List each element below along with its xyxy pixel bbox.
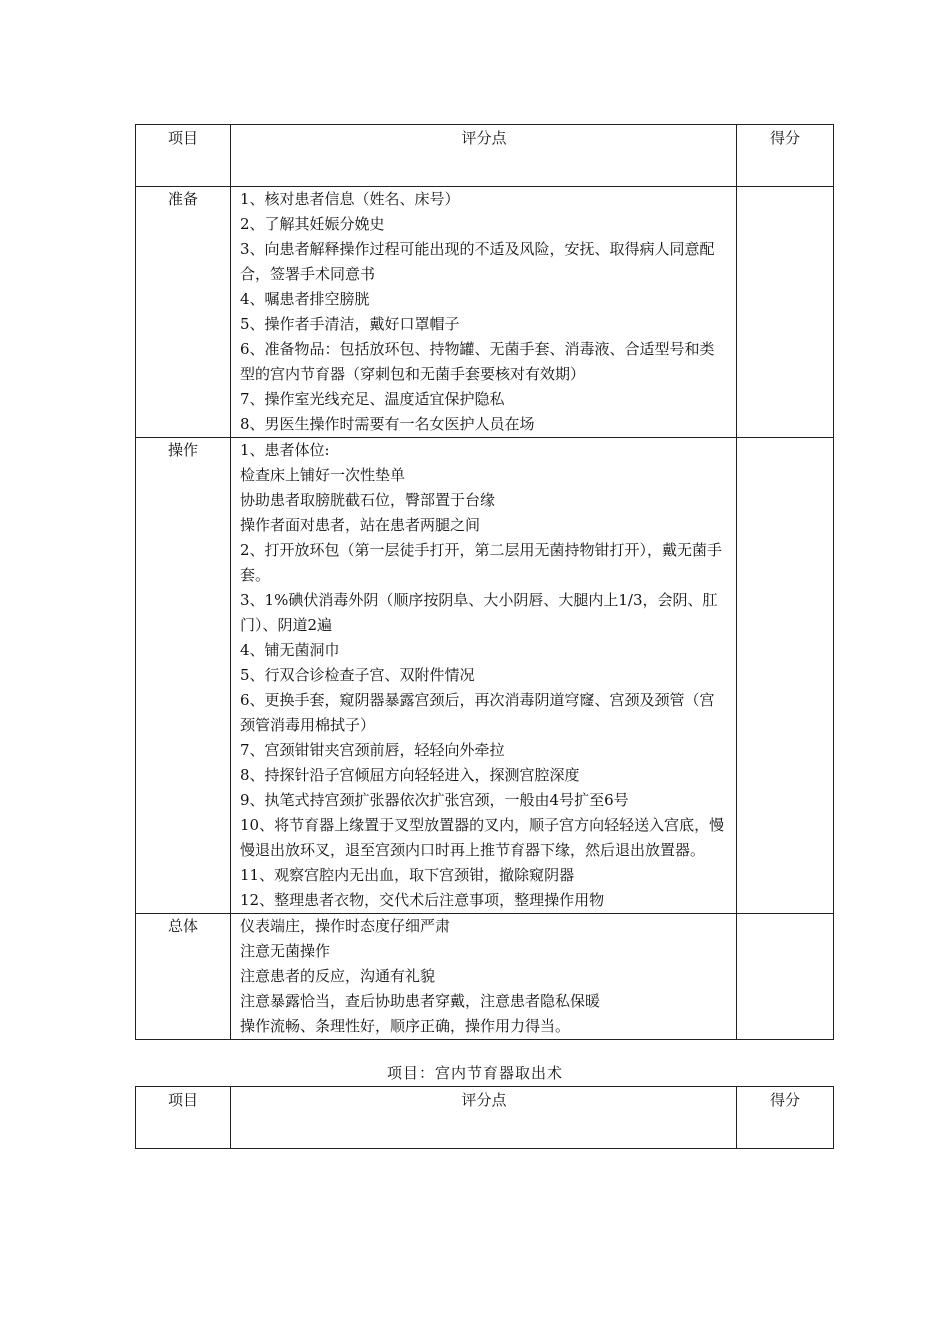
list-item: 7、宫颈钳钳夹宫颈前唇，轻轻向外牵拉 bbox=[240, 741, 505, 759]
points-cell bbox=[231, 914, 737, 1040]
list-item: 2、了解其妊娠分娩史 bbox=[240, 215, 385, 233]
list-item: 操作流畅、条理性好，顺序正确，操作用力得当。 bbox=[240, 1017, 571, 1035]
list-item: 6、准备物品：包括放环包、持物罐、无菌手套、消毒液、合适型号和类型的宫内节育器（穿刺包和无菌手套要核对有效期） bbox=[240, 340, 715, 383]
list-item: 3、1%碘伏消毒外阴（顺序按阴阜、大小阴唇、大腿内上1/3，会阴、肛门）、阴道2遍 bbox=[240, 591, 718, 634]
list-item: 2、打开放环包（第一层徒手打开，第二层用无菌持物钳打开），戴无菌手套。 bbox=[240, 541, 723, 584]
table-row-overall bbox=[136, 914, 834, 1040]
list-item: 协助患者取膀胱截石位，臀部置于台缘 bbox=[240, 491, 496, 509]
list-item: 注意暴露恰当，查后协助患者穿戴，注意患者隐私保暖 bbox=[240, 992, 601, 1010]
header-item: 项目 bbox=[136, 1087, 231, 1149]
list-item: 操作者面对患者，站在患者两腿之间 bbox=[240, 516, 481, 534]
points-cell bbox=[231, 438, 737, 914]
list-item: 仪表端庄，操作时态度仔细严肃 bbox=[240, 917, 451, 935]
list-item: 3、向患者解释操作过程可能出现的不适及风险，安抚、取得病人同意配合，签署手术同意书 bbox=[240, 240, 715, 283]
table-header-row bbox=[136, 1087, 834, 1149]
points-cell bbox=[231, 187, 737, 438]
list-item: 8、男医生操作时需要有一名女医护人员在场 bbox=[240, 415, 535, 433]
section-title: 项目：宫内节育器取出术 bbox=[386, 1064, 563, 1082]
list-item: 8、持探针沿子宫倾屈方向轻轻进入，探测宫腔深度 bbox=[240, 766, 580, 784]
score-cell[interactable] bbox=[737, 438, 834, 914]
scoring-table-removal bbox=[135, 1086, 834, 1149]
category-cell: 总体 bbox=[136, 914, 231, 1040]
list-item: 注意患者的反应，沟通有礼貌 bbox=[240, 967, 436, 985]
score-cell[interactable] bbox=[737, 914, 834, 1040]
header-score: 得分 bbox=[737, 125, 834, 187]
header-points: 评分点 bbox=[231, 1087, 737, 1149]
list-item: 1、核对患者信息（姓名、床号） bbox=[240, 190, 460, 208]
list-item: 6、更换手套，窥阴器暴露宫颈后，再次消毒阴道穹窿、宫颈及颈管（宫颈管消毒用棉拭子） bbox=[240, 691, 715, 734]
scoring-table-insertion bbox=[135, 124, 834, 1040]
list-item: 11、观察宫腔内无出血，取下宫颈钳，撤除窥阴器 bbox=[240, 866, 575, 884]
list-item: 12、整理患者衣物，交代术后注意事项，整理操作用物 bbox=[240, 891, 605, 909]
list-item: 10、将节育器上缘置于叉型放置器的叉内，顺子宫方向轻轻送入宫底，慢慢退出放环叉，退至宫颈内口时再上推节育器下缘，然后退出放置器。 bbox=[240, 816, 725, 859]
table-row-preparation bbox=[136, 187, 834, 438]
table-header-row bbox=[136, 125, 834, 187]
list-item: 4、嘱患者排空膀胱 bbox=[240, 290, 370, 308]
list-item: 注意无菌操作 bbox=[240, 942, 331, 960]
table-row-operation bbox=[136, 438, 834, 914]
list-item: 7、操作室光线充足、温度适宜保护隐私 bbox=[240, 390, 505, 408]
header-score: 得分 bbox=[737, 1087, 834, 1149]
header-points: 评分点 bbox=[231, 125, 737, 187]
category-cell: 操作 bbox=[136, 438, 231, 914]
list-item: 9、执笔式持宫颈扩张器依次扩张宫颈，一般由4号扩至6号 bbox=[240, 791, 629, 809]
list-item: 1、患者体位: bbox=[240, 441, 330, 459]
list-item: 检查床上铺好一次性垫单 bbox=[240, 466, 406, 484]
list-item: 4、铺无菌洞巾 bbox=[240, 641, 340, 659]
score-cell[interactable] bbox=[737, 187, 834, 438]
list-item: 5、行双合诊检查子宫、双附件情况 bbox=[240, 666, 475, 684]
header-item: 项目 bbox=[136, 125, 231, 187]
list-item: 5、操作者手清洁，戴好口罩帽子 bbox=[240, 315, 460, 333]
category-cell: 准备 bbox=[136, 187, 231, 438]
